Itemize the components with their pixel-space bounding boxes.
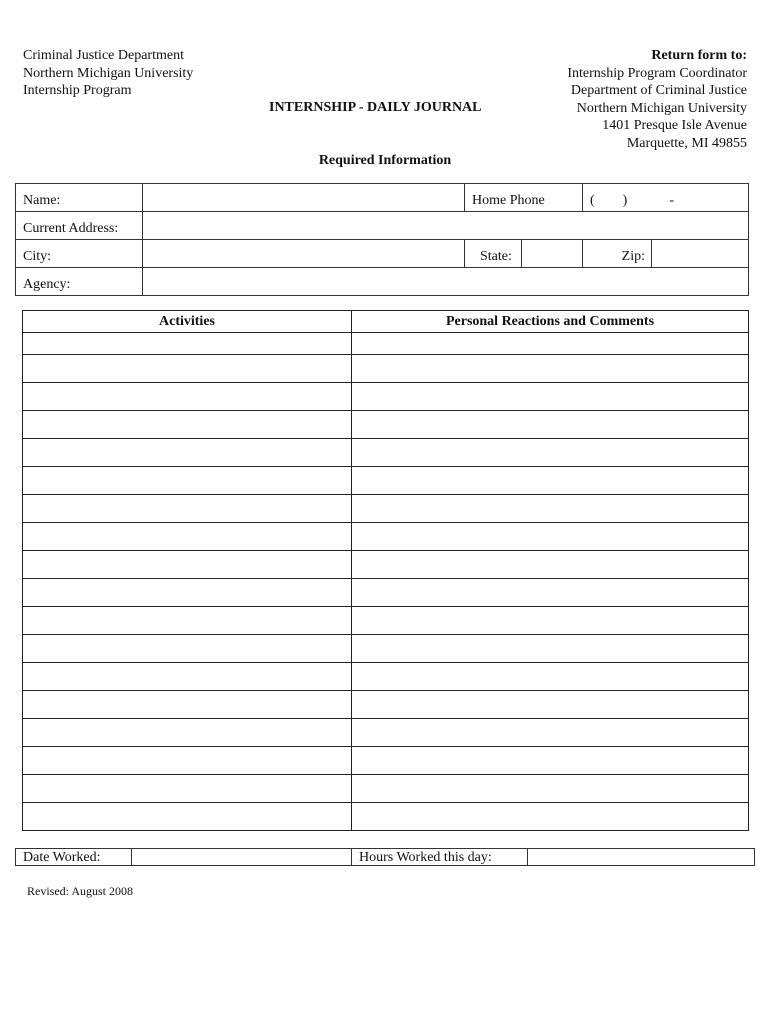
agency-field[interactable]	[142, 268, 748, 296]
journal-row	[23, 411, 749, 439]
department-line: Criminal Justice Department	[23, 48, 184, 63]
home-phone-field[interactable]: ( ) -	[582, 184, 748, 211]
journal-row	[23, 747, 749, 775]
agency-row	[16, 268, 748, 296]
journal-row	[23, 467, 749, 495]
program-line: Internship Program	[23, 83, 132, 98]
journal-row	[23, 607, 749, 635]
hours-box	[15, 848, 755, 866]
activity-cell[interactable]	[23, 663, 352, 691]
journal-row	[23, 803, 749, 831]
return-line-5: Marquette, MI 49855	[626, 135, 747, 151]
activity-cell[interactable]	[23, 635, 352, 663]
journal-row	[23, 551, 749, 579]
journal-row	[23, 691, 749, 719]
journal-row	[23, 579, 749, 607]
journal-row	[23, 439, 749, 467]
reaction-cell[interactable]	[352, 579, 749, 607]
reaction-cell[interactable]	[352, 635, 749, 663]
journal-table	[22, 310, 749, 831]
journal-row	[23, 495, 749, 523]
reaction-cell[interactable]	[352, 523, 749, 551]
activity-cell[interactable]	[23, 607, 352, 635]
activity-cell[interactable]	[23, 775, 352, 803]
date-worked-label: Date Worked:	[23, 850, 101, 865]
form-title: INTERNSHIP - DAILY JOURNAL	[269, 100, 482, 115]
reaction-cell[interactable]	[352, 411, 749, 439]
activity-cell[interactable]	[23, 411, 352, 439]
return-line-2: Department of Criminal Justice	[570, 83, 747, 98]
home-phone-label: Home Phone	[464, 184, 582, 211]
activity-cell[interactable]	[23, 579, 352, 607]
name-field[interactable]	[142, 184, 464, 211]
return-line-4: 1401 Presque Isle Avenue	[602, 118, 747, 133]
return-address-block	[567, 47, 747, 152]
section-title: Required Information	[318, 153, 452, 168]
reaction-cell[interactable]	[352, 495, 749, 523]
reaction-cell[interactable]	[352, 355, 749, 383]
state-field[interactable]	[521, 240, 582, 267]
journal-body	[23, 333, 749, 831]
return-line-3: Northern Michigan University	[576, 100, 747, 116]
activity-cell[interactable]	[23, 551, 352, 579]
reaction-cell[interactable]	[352, 719, 749, 747]
date-worked-field[interactable]	[131, 849, 351, 865]
department-block	[23, 47, 193, 100]
activity-cell[interactable]	[23, 747, 352, 775]
journal-row	[23, 635, 749, 663]
journal-row	[23, 523, 749, 551]
revision-note: Revised: August 2008	[27, 884, 134, 898]
city-field[interactable]	[142, 240, 464, 267]
reaction-cell[interactable]	[352, 439, 749, 467]
reaction-cell[interactable]	[352, 775, 749, 803]
university-line: Northern Michigan University	[23, 65, 194, 81]
journal-row	[23, 333, 749, 355]
required-info-box	[15, 183, 749, 296]
activity-cell[interactable]	[23, 719, 352, 747]
journal-row	[23, 383, 749, 411]
reaction-cell[interactable]	[352, 551, 749, 579]
reaction-cell[interactable]	[352, 663, 749, 691]
activity-cell[interactable]	[23, 383, 352, 411]
address-field[interactable]	[142, 212, 748, 239]
activity-cell[interactable]	[23, 691, 352, 719]
activity-cell[interactable]	[23, 523, 352, 551]
city-label: City:	[23, 249, 52, 264]
name-label: Name:	[23, 193, 61, 208]
reaction-cell[interactable]	[352, 803, 749, 831]
address-row	[16, 212, 748, 240]
reaction-cell[interactable]	[352, 333, 749, 355]
hours-worked-label: Hours Worked this day:	[351, 849, 527, 865]
hours-worked-field[interactable]	[527, 849, 754, 865]
return-heading: Return form to:	[651, 48, 747, 63]
activity-cell[interactable]	[23, 333, 352, 355]
activity-cell[interactable]	[23, 355, 352, 383]
journal-header-row	[23, 311, 749, 333]
zip-label: Zip:	[582, 240, 651, 267]
state-label: State:	[464, 240, 521, 267]
activities-header: Activities	[23, 311, 352, 333]
journal-row	[23, 355, 749, 383]
agency-label: Agency:	[23, 277, 71, 292]
return-line-1: Internship Program Coordinator	[567, 65, 747, 81]
reaction-cell[interactable]	[352, 607, 749, 635]
activity-cell[interactable]	[23, 495, 352, 523]
reactions-header: Personal Reactions and Comments	[352, 311, 749, 333]
reaction-cell[interactable]	[352, 691, 749, 719]
activity-cell[interactable]	[23, 803, 352, 831]
activity-cell[interactable]	[23, 439, 352, 467]
reaction-cell[interactable]	[352, 383, 749, 411]
address-label: Current Address:	[23, 221, 119, 236]
zip-field[interactable]	[651, 240, 748, 267]
reaction-cell[interactable]	[352, 467, 749, 495]
journal-row	[23, 775, 749, 803]
name-row	[16, 184, 748, 212]
reaction-cell[interactable]	[352, 747, 749, 775]
journal-row	[23, 663, 749, 691]
city-row	[16, 240, 748, 268]
journal-row	[23, 719, 749, 747]
activity-cell[interactable]	[23, 467, 352, 495]
